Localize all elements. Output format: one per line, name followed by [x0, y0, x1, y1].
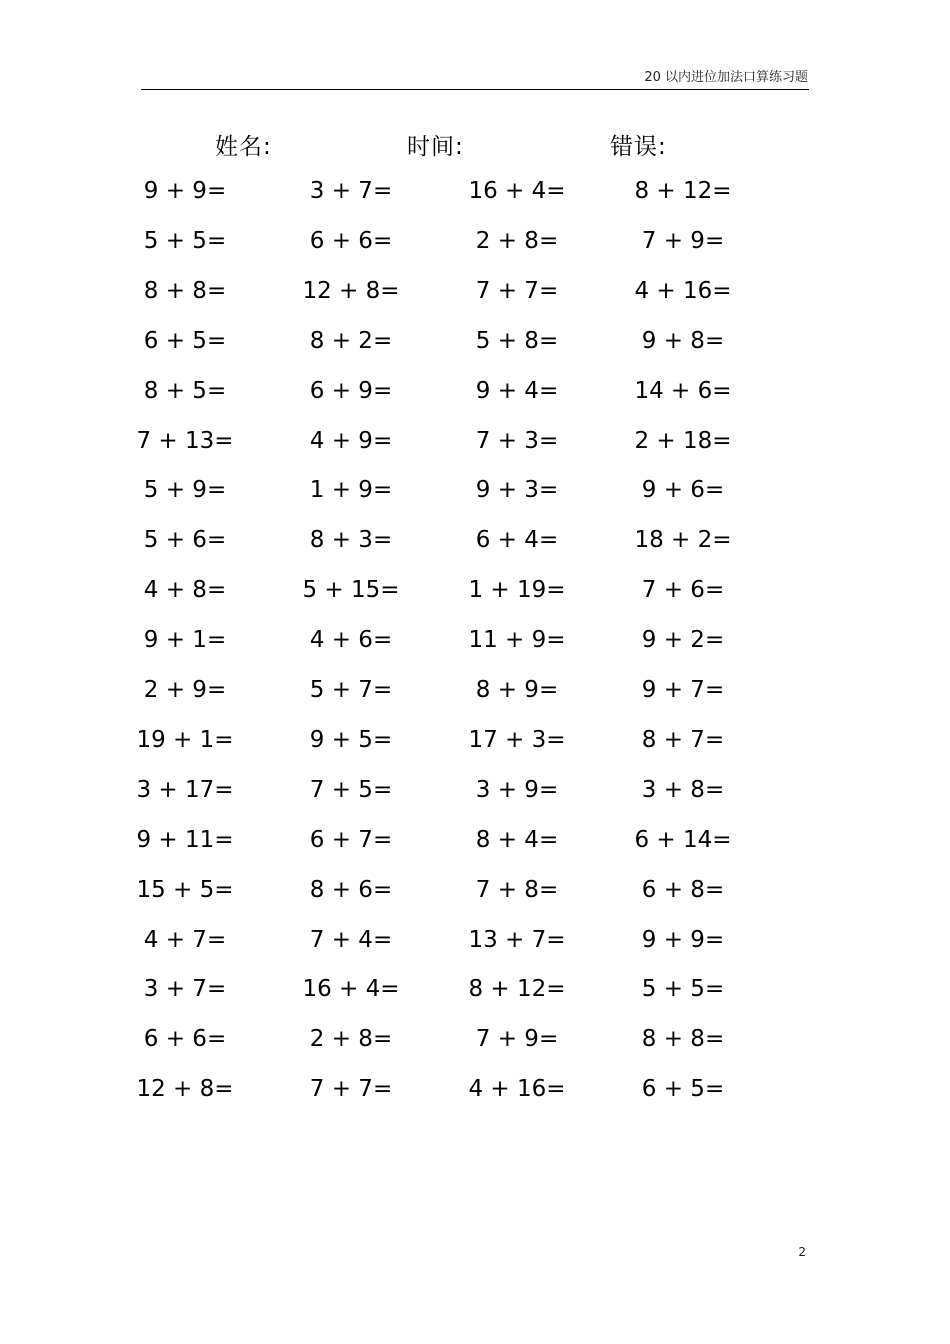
problem-c4-r13: 3 + 8=	[641, 776, 725, 803]
problem-c4-r1: 8 + 12=	[634, 178, 732, 204]
problem-c1-r10: 9 + 1=	[143, 627, 227, 654]
problem-c1-r18: 6 + 6=	[143, 1026, 227, 1053]
time-field-label: 时间:	[407, 134, 464, 160]
problem-c4-r14: 6 + 14=	[634, 826, 732, 853]
problem-c2-r13: 7 + 5=	[309, 776, 393, 803]
header-title: 20 以内进位加法口算练习题	[644, 70, 808, 85]
problem-c1-r6: 7 + 13=	[136, 427, 234, 454]
problem-c1-r4: 6 + 5=	[143, 327, 227, 354]
problem-c2-r19: 7 + 7=	[309, 1076, 393, 1103]
page-number: 2	[798, 1245, 806, 1259]
problem-c3-r7: 9 + 3=	[475, 477, 559, 504]
problem-c1-r5: 8 + 5=	[143, 377, 227, 404]
problem-c3-r12: 17 + 3=	[468, 726, 566, 753]
problem-c2-r5: 6 + 9=	[309, 377, 393, 404]
problem-c4-r10: 9 + 2=	[641, 627, 725, 654]
problem-c1-r12: 19 + 1=	[136, 726, 234, 753]
problem-c1-r9: 4 + 8=	[143, 577, 227, 604]
problem-c3-r4: 5 + 8=	[475, 327, 559, 354]
problem-c2-r4: 8 + 2=	[309, 327, 393, 354]
problem-c4-r9: 7 + 6=	[641, 577, 725, 604]
problem-c3-r16: 13 + 7=	[468, 926, 566, 953]
problem-c4-r8: 18 + 2=	[634, 527, 732, 554]
problem-c3-r10: 11 + 9=	[468, 627, 566, 654]
problem-c1-r13: 3 + 17=	[136, 776, 234, 803]
problem-c2-r15: 8 + 6=	[309, 876, 393, 903]
name-field-label: 姓名:	[215, 134, 272, 160]
problem-c2-r10: 4 + 6=	[309, 627, 393, 654]
problem-c4-r16: 9 + 9=	[641, 926, 725, 953]
problem-c2-r1: 3 + 7=	[309, 178, 393, 204]
problem-c3-r14: 8 + 4=	[475, 826, 559, 853]
problem-c4-r17: 5 + 5=	[641, 976, 725, 1003]
problem-c4-r12: 8 + 7=	[641, 726, 725, 753]
problem-c3-r2: 2 + 8=	[475, 227, 559, 254]
errors-field-label: 错误:	[610, 134, 667, 160]
problem-c2-r2: 6 + 6=	[309, 227, 393, 254]
problem-c1-r1: 9 + 9=	[143, 178, 227, 204]
problem-c1-r7: 5 + 9=	[143, 477, 227, 504]
problem-c4-r5: 14 + 6=	[634, 377, 732, 404]
problem-c2-r6: 4 + 9=	[309, 427, 393, 454]
problem-c1-r8: 5 + 6=	[143, 527, 227, 554]
problem-c3-r5: 9 + 4=	[475, 377, 559, 404]
problem-c2-r7: 1 + 9=	[309, 477, 393, 504]
problem-c4-r11: 9 + 7=	[641, 677, 725, 703]
problem-c3-r13: 3 + 9=	[475, 776, 559, 803]
problem-c3-r8: 6 + 4=	[475, 527, 559, 554]
problem-c2-r8: 8 + 3=	[309, 527, 393, 554]
problem-c4-r18: 8 + 8=	[641, 1026, 725, 1053]
problem-c1-r15: 15 + 5=	[136, 876, 234, 903]
problem-c1-r14: 9 + 11=	[136, 826, 234, 853]
problem-c1-r16: 4 + 7=	[143, 926, 227, 953]
problem-c4-r3: 4 + 16=	[634, 277, 732, 304]
problem-c3-r18: 7 + 9=	[475, 1026, 559, 1053]
problem-c1-r19: 12 + 8=	[136, 1076, 234, 1103]
problem-c4-r2: 7 + 9=	[641, 227, 725, 254]
problem-c3-r17: 8 + 12=	[468, 976, 566, 1003]
problem-c3-r19: 4 + 16=	[468, 1076, 566, 1103]
problem-c1-r17: 3 + 7=	[143, 976, 227, 1003]
problem-c2-r18: 2 + 8=	[309, 1026, 393, 1053]
problem-c1-r11: 2 + 9=	[143, 677, 227, 703]
problem-c3-r1: 16 + 4=	[468, 178, 566, 204]
problem-c2-r17: 16 + 4=	[302, 976, 400, 1003]
problem-c4-r6: 2 + 18=	[634, 427, 732, 454]
problem-c4-r4: 9 + 8=	[641, 327, 725, 354]
problem-c3-r9: 1 + 19=	[468, 577, 566, 604]
problem-c1-r3: 8 + 8=	[143, 277, 227, 304]
problem-c3-r6: 7 + 3=	[475, 427, 559, 454]
problem-c2-r16: 7 + 4=	[309, 926, 393, 953]
problem-c4-r15: 6 + 8=	[641, 876, 725, 903]
problem-c3-r15: 7 + 8=	[475, 876, 559, 903]
problem-c2-r14: 6 + 7=	[309, 826, 393, 853]
problem-c3-r3: 7 + 7=	[475, 277, 559, 304]
problem-c4-r19: 6 + 5=	[641, 1076, 725, 1103]
problem-c3-r11: 8 + 9=	[475, 677, 559, 703]
problem-c1-r2: 5 + 5=	[143, 227, 227, 254]
problem-c4-r7: 9 + 6=	[641, 477, 725, 504]
problem-c2-r12: 9 + 5=	[309, 726, 393, 753]
problem-c2-r11: 5 + 7=	[309, 677, 393, 703]
problem-c2-r9: 5 + 15=	[302, 577, 400, 604]
problem-c2-r3: 12 + 8=	[302, 277, 400, 304]
